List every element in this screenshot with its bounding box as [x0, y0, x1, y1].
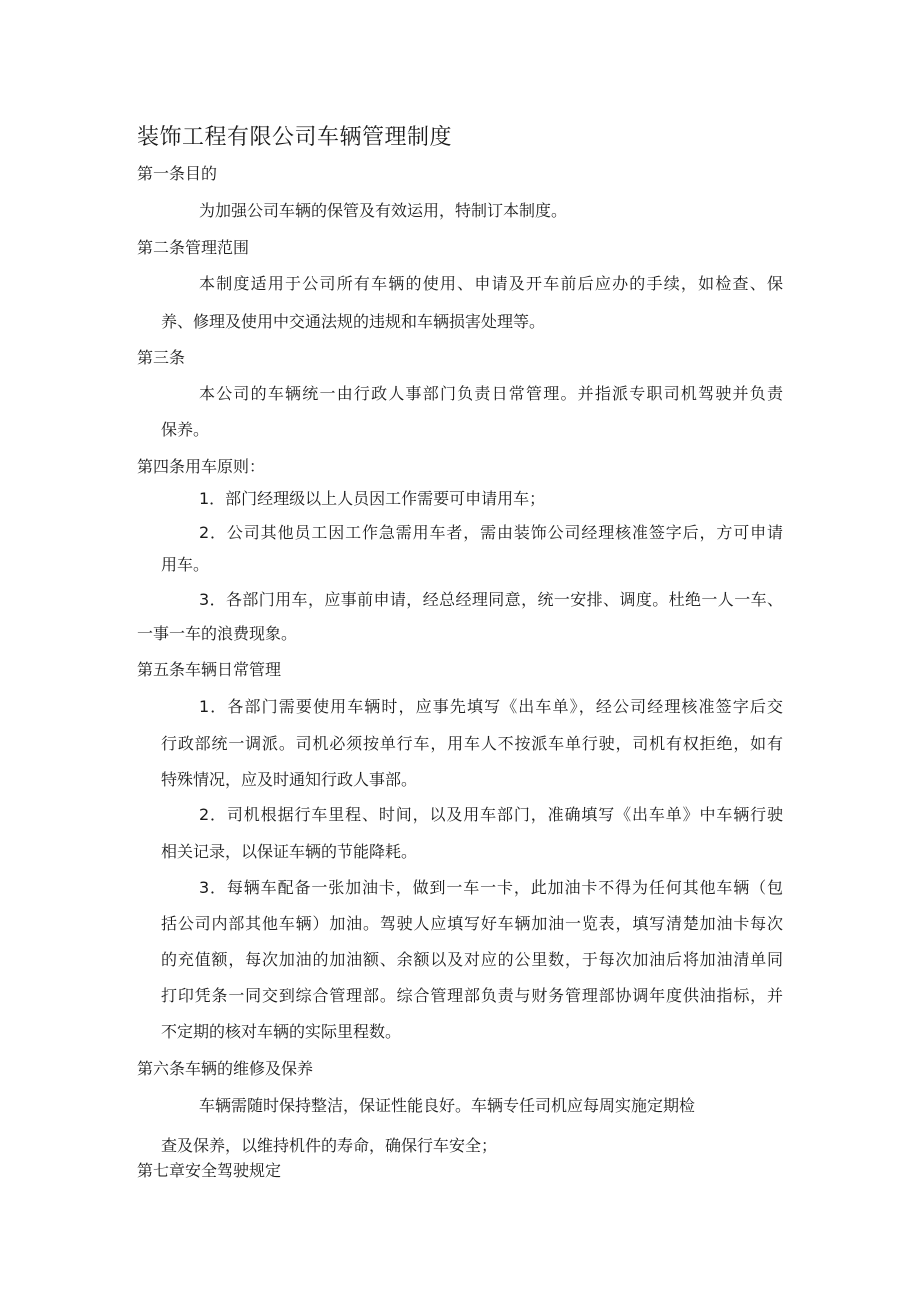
article-5-item-1-line: 行政部统一调派。司机必须按单行车，用车人不按派车单行驶，司机有权拒绝，如有 [161, 734, 783, 753]
article-5-item-2-line: 相关记录，以保证车辆的节能降耗。 [161, 842, 418, 861]
document-title: 装饰工程有限公司车辆管理制度 [137, 125, 453, 150]
article-5-heading: 第五条车辆日常管理 [137, 660, 282, 679]
article-5-item-1-line: 特殊情况，应及时通知行政人事部。 [161, 770, 418, 789]
article-2-heading: 第二条管理范围 [137, 238, 250, 257]
article-5-item-3-line: 的充值额，每次加油的加油额、余额以及对应的公里数，于每次加油后将加油清单同 [161, 950, 783, 969]
article-5-item-3-line: 括公司内部其他车辆）加油。驾驶人应填写好车辆加油一览表，填写清楚加油卡每次 [161, 914, 783, 933]
article-7-heading: 第七章安全驾驶规定 [137, 1161, 282, 1180]
article-2-text-line: 养、修理及使用中交通法规的违规和车辆损害处理等。 [161, 312, 546, 331]
article-6-text-line: 车辆需随时保持整洁，保证性能良好。车辆专任司机应每周实施定期检 [199, 1096, 696, 1115]
article-5-item-3-line: 打印凭条一同交到综合管理部。综合管理部负责与财务管理部协调年度供油指标，并 [161, 986, 783, 1005]
article-5-item-2-line: 2．司机根据行车里程、时间，以及用车部门，准确填写《出车单》中车辆行驶 [199, 805, 783, 824]
article-3-text-line: 保养。 [161, 420, 210, 439]
article-1-text: 为加强公司车辆的保管及有效运用，特制订本制度。 [199, 201, 568, 220]
article-4-item-2-line: 2．公司其他员工因工作急需用车者，需由装饰公司经理核准签字后，方可申请 [199, 523, 783, 542]
article-5-item-3-line: 不定期的核对车辆的实际里程数。 [161, 1022, 402, 1041]
article-6-heading: 第六条车辆的维修及保养 [137, 1059, 314, 1078]
article-4-heading: 第四条用车原则： [137, 457, 266, 476]
article-2-text-line: 本制度适用于公司所有车辆的使用、申请及开车前后应办的手续，如检查、保 [199, 274, 783, 293]
article-3-heading: 第三条 [137, 348, 186, 367]
article-3-text-line: 本公司的车辆统一由行政人事部门负责日常管理。并指派专职司机驾驶并负责 [199, 384, 783, 403]
article-6-text-line: 查及保养，以维持机件的寿命，确保行车安全； [161, 1136, 498, 1155]
article-4-item-3-line: 3．各部门用车，应事前申请，经总经理同意，统一安排、调度。杜绝一人一车、 [199, 590, 783, 609]
article-4-item-3-line: 一事一车的浪费现象。 [137, 624, 298, 643]
article-5-item-1-line: 1．各部门需要使用车辆时，应事先填写《出车单》，经公司经理核准签字后交 [199, 697, 783, 716]
article-4-item-2-line: 用车。 [161, 555, 210, 574]
article-5-item-3-line: 3．每辆车配备一张加油卡，做到一车一卡，此加油卡不得为任何其他车辆（包 [199, 878, 783, 897]
article-1-heading: 第一条目的 [137, 164, 218, 183]
article-4-item-1: 1．部门经理级以上人员因工作需要可申请用车； [199, 489, 546, 508]
